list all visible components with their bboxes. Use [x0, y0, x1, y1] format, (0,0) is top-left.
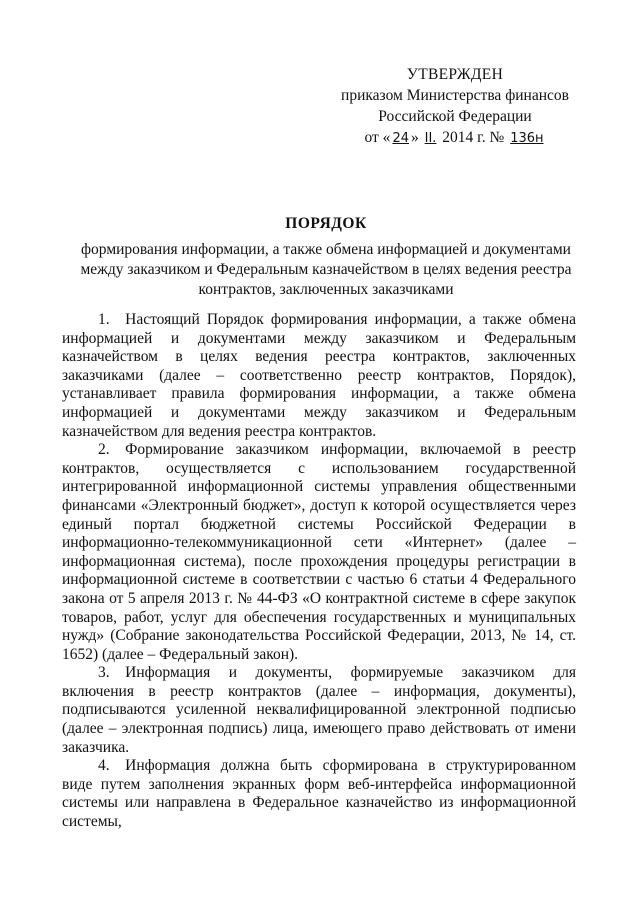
approval-stamp [330, 64, 580, 149]
order-date-line [330, 127, 580, 149]
document-title: ПОРЯДОК [285, 215, 367, 232]
order-number: 136н [510, 131, 544, 146]
approval-line-federation: Российской Федерации [378, 108, 532, 125]
document-subtitle: формирования информации, а также обмена информацией и документами между заказчиком и Федеральным казначейством в целях ведения реестра контрактов, заключенных заказчиками [80, 241, 572, 298]
approval-line-ministry: приказом Министерства финансов [341, 87, 569, 104]
order-day: 24 [392, 131, 409, 146]
document-title-block [58, 214, 594, 300]
order-month: II. [424, 131, 437, 146]
order-year-no: 2014 г. № [438, 129, 505, 146]
document-body [62, 311, 576, 832]
order-quote-close: » [410, 129, 419, 146]
paragraph-2: 2. Формирование заказчиком информации, включаемой в реестр контрактов, осуществляется с использованием государственной интегрированной информационной системы управления общественными финансами «Электронный бюджет», доступ к которой осуществляется через единый портал бюджетной системы Российской Федерации в информационно-телекоммуникационной сети «Интернет» (далее – информационная система), после прохождения процедуры регистрации в информационной системе в соответствии с частью 6 статьи 4 Федерального закона от 5 апреля 2013 г. № 44-ФЗ «О контрактной системе в сфере закупок товаров, работ, услуг для обеспечения государственных и муниципальных нужд» (Собрание законодательства Российской Федерации, 2013, № 14, ст. 1652) (далее – Федеральный закон). [62, 441, 576, 663]
paragraph-3: 3. Информация и документы, формируемые заказчиком для включения в реестр контрактов (далее – информация, документы), подписываются усиленной неквалифицированной электронной подписью (далее – электронная подпись) лица, имеющего право действовать от имени заказчика. [62, 664, 576, 756]
approved-heading: УТВЕРЖДЕН [406, 66, 504, 83]
paragraph-4: 4. Информация должна быть сформирована в структурированном виде путем заполнения экранных форм веб-интерфейса информационной системы или направлена в Федеральное казначейство из информационной системы, [62, 757, 576, 831]
paragraph-1: 1. Настоящий Порядок формирования информации, а также обмена информацией и документами между заказчиком и Федеральным казначейством в целях ведения реестра контрактов, заключенных заказчиками (далее – соответственно реестр контрактов, Порядок), устанавливает правила формирования информации, а также обмена информацией и документами между заказчиком и Федеральным казначейством для ведения реестра контрактов. [62, 311, 576, 440]
order-prefix: от « [364, 129, 391, 146]
